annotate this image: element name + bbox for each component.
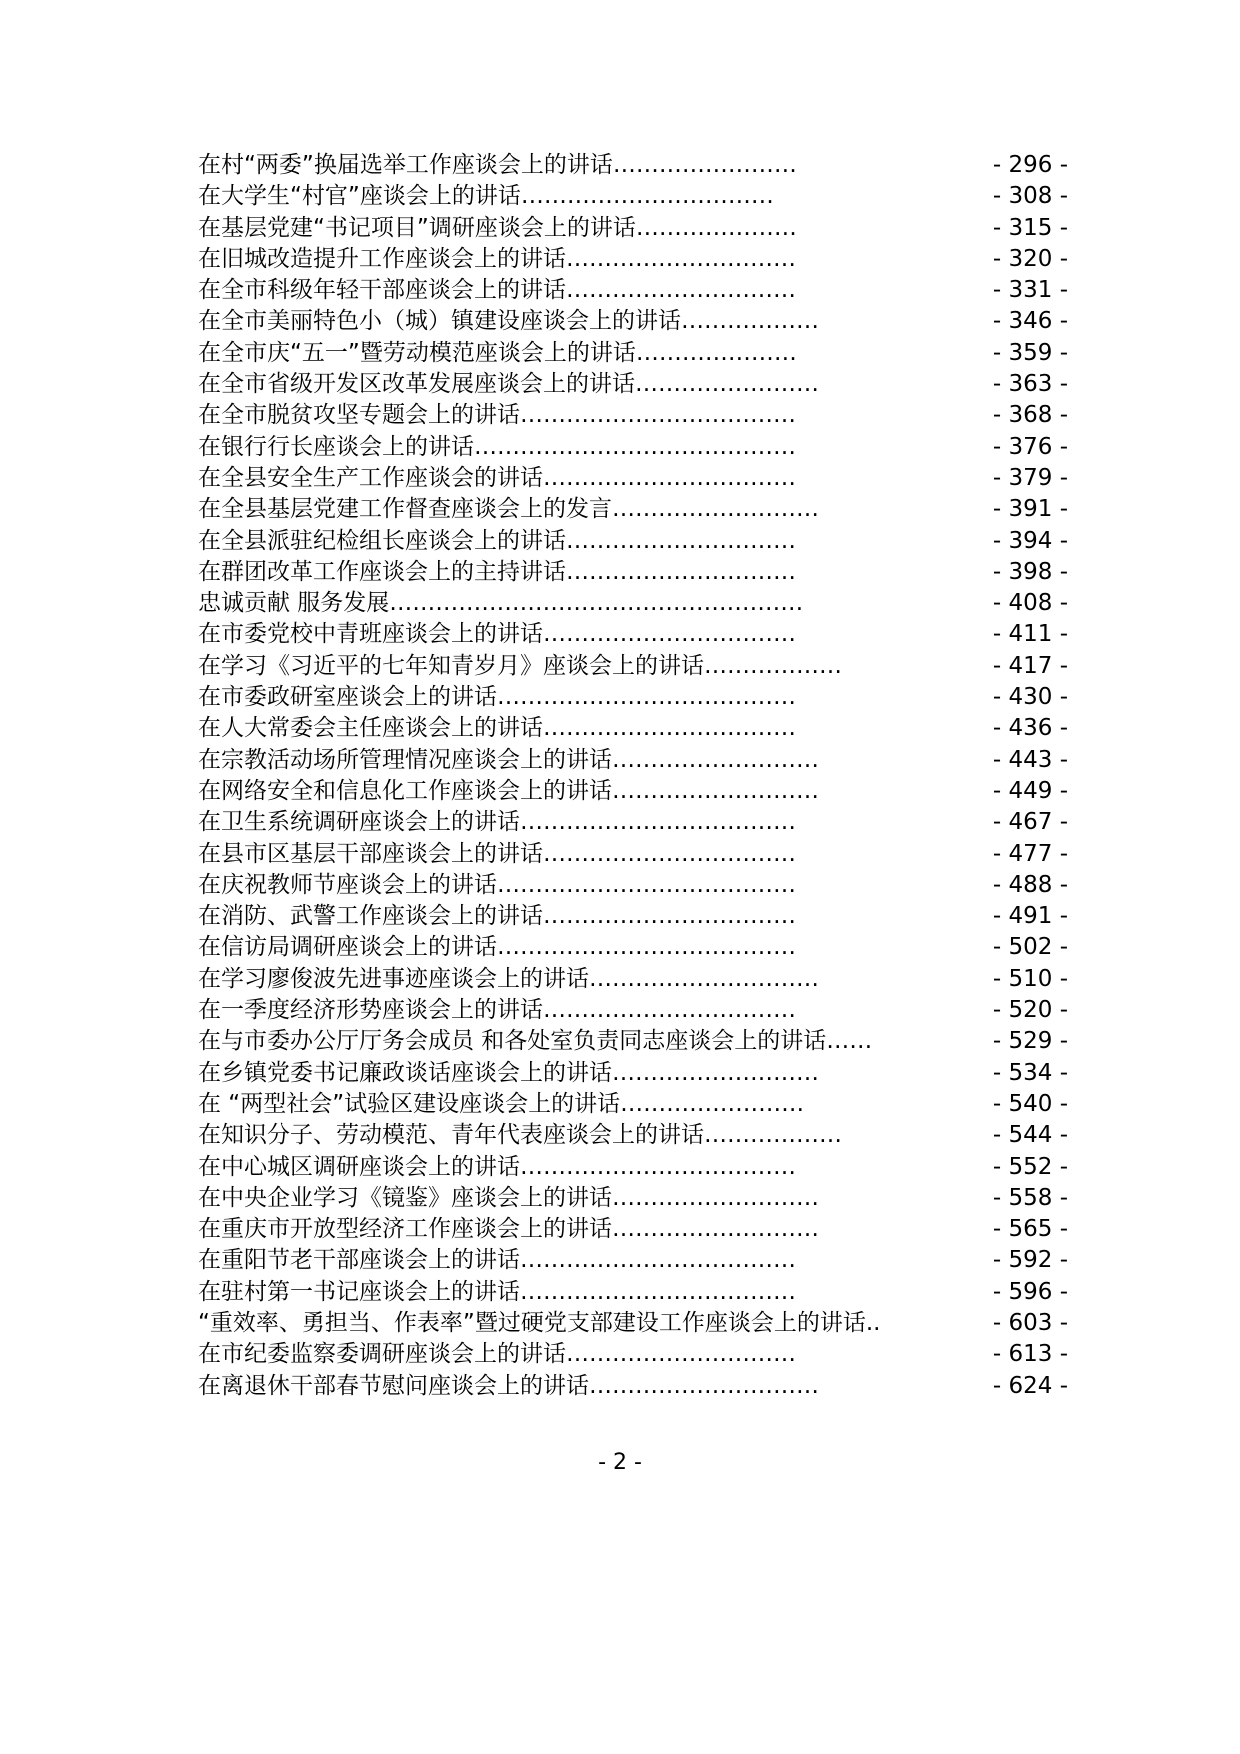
toc-entry-page: - 346 - (992, 308, 1068, 335)
toc-entry-page: - 529 - (992, 1028, 1068, 1055)
toc-row (198, 306, 1068, 337)
toc-row (198, 932, 1068, 963)
toc-row (198, 1277, 1068, 1308)
toc-entry-title: 在全市脱贫攻坚专题会上的讲话……………………………… (198, 402, 796, 429)
toc-entry-title: 在群团改革工作座谈会上的主持讲话………………………… (198, 558, 796, 585)
toc-row (198, 1371, 1068, 1402)
toc-row (198, 1026, 1068, 1057)
toc-entry-page: - 394 - (992, 527, 1068, 554)
toc-entry-title: 在村“两委”换届选举工作座谈会上的讲话…………………… (198, 152, 797, 178)
toc-row (198, 713, 1068, 744)
toc-entry-title: 在乡镇党委书记廉政谈话座谈会上的讲话……………………… (198, 1059, 819, 1086)
toc-entry-page: - 477 - (992, 840, 1068, 867)
toc-entry-title: 在消防、武警工作座谈会上的讲话…………………………… (198, 903, 796, 930)
toc-entry-page: - 502 - (992, 934, 1068, 961)
toc-entry-page: - 331 - (992, 277, 1068, 304)
toc-row (198, 181, 1068, 212)
toc-entry-title: “重效率、勇担当、作表率”暨过硬党支部建设工作座谈会上的讲话.. (198, 1309, 881, 1336)
toc-entry-title: 在重庆市开放型经济工作座谈会上的讲话……………………… (198, 1216, 819, 1243)
toc-entry-page: - 443 - (992, 746, 1068, 773)
toc-entry-page: - 467 - (992, 809, 1068, 836)
toc-row (198, 275, 1068, 306)
toc-entry-page: - 368 - (992, 402, 1068, 429)
toc-row (198, 839, 1068, 870)
toc-entry-title: 在基层党建“书记项目”调研座谈会上的讲话………………… (198, 214, 797, 241)
toc-row (198, 1339, 1068, 1370)
toc-entry-page: - 449 - (992, 777, 1068, 804)
toc-entry-title: 在大学生“村官”座谈会上的讲话…………………………… (198, 183, 774, 210)
toc-entry-title: 在与市委办公厅厅务会成员 和各处室负责同志座谈会上的讲话…… (198, 1028, 873, 1055)
toc-row (198, 1308, 1068, 1339)
toc-entry-page: - 558 - (992, 1184, 1068, 1211)
toc-entry-title: 在全市庆“五一”暨劳动模范座谈会上的讲话………………… (198, 339, 797, 366)
toc-entry-title: 在重阳节老干部座谈会上的讲话……………………………… (198, 1247, 796, 1274)
toc-entry-page: - 491 - (992, 903, 1068, 930)
toc-entry-title: 忠诚贡献 服务发展……………………………………………… (198, 590, 804, 617)
toc-entry-page: - 391 - (992, 496, 1068, 523)
toc-entry-title: 在人大常委会主任座谈会上的讲话…………………………… (198, 715, 796, 742)
toc-row (198, 1245, 1068, 1276)
toc-row (198, 494, 1068, 525)
toc-entry-page: - 510 - (992, 965, 1068, 992)
toc-row (198, 369, 1068, 400)
toc-row (198, 244, 1068, 275)
toc-entry-page: - 565 - (992, 1216, 1068, 1243)
toc-row (198, 901, 1068, 932)
toc-entry-page: - 430 - (992, 684, 1068, 711)
toc-entry-page: - 379 - (992, 464, 1068, 491)
toc-entry-title: 在全县基层党建工作督查座谈会上的发言……………………… (198, 496, 819, 523)
toc-entry-page: - 411 - (992, 621, 1068, 648)
toc-row (198, 964, 1068, 995)
toc-entry-page: - 544 - (992, 1122, 1068, 1149)
toc-entry-page: - 320 - (992, 245, 1068, 272)
toc-entry-title: 在中心城区调研座谈会上的讲话……………………………… (198, 1153, 796, 1180)
toc-row (198, 150, 1068, 181)
toc-entry-page: - 376 - (992, 433, 1068, 460)
toc-row (198, 557, 1068, 588)
toc-entry-title: 在一季度经济形势座谈会上的讲话…………………………… (198, 997, 796, 1024)
toc-row (198, 400, 1068, 431)
toc-entry-title: 在网络安全和信息化工作座谈会上的讲话……………………… (198, 777, 819, 804)
toc-row (198, 776, 1068, 807)
toc-entry-title: 在全县派驻纪检组长座谈会上的讲话………………………… (198, 527, 796, 554)
toc-entry-page: - 624 - (992, 1372, 1068, 1399)
toc-entry-title: 在 “两型社会”试验区建设座谈会上的讲话…………………… (198, 1090, 805, 1117)
toc-row (198, 995, 1068, 1026)
toc-entry-title: 在学习《习近平的七年知青岁月》座谈会上的讲话……………… (198, 652, 842, 679)
toc-row (198, 1058, 1068, 1089)
toc-entry-title: 在学习廖俊波先进事迹座谈会上的讲话………………………… (198, 965, 819, 992)
toc-entry-title: 在卫生系统调研座谈会上的讲话……………………………… (198, 809, 796, 836)
toc-entry-title: 在市委党校中青班座谈会上的讲话…………………………… (198, 621, 796, 648)
toc-entry-title: 在中央企业学习《镜鉴》座谈会上的讲话……………………… (198, 1184, 819, 1211)
toc-row (198, 682, 1068, 713)
toc-entry-title: 在市委政研室座谈会上的讲话………………………………… (198, 684, 796, 711)
toc-entry-page: - 552 - (992, 1153, 1068, 1180)
toc-entry-title: 在全县安全生产工作座谈会的讲话…………………………… (198, 464, 796, 491)
toc-entry-title: 在全市科级年轻干部座谈会上的讲话………………………… (198, 277, 796, 304)
toc-entry-title: 在市纪委监察委调研座谈会上的讲话………………………… (198, 1341, 796, 1368)
toc-row (198, 338, 1068, 369)
toc-row (198, 1183, 1068, 1214)
toc-entry-title: 在全市省级开发区改革发展座谈会上的讲话…………………… (198, 371, 819, 398)
page-number: - 2 - (598, 1450, 642, 1475)
toc-entry-page: - 596 - (992, 1278, 1068, 1305)
toc-row (198, 463, 1068, 494)
toc-row (198, 870, 1068, 901)
toc-entry-page: - 592 - (992, 1247, 1068, 1274)
toc-row (198, 1089, 1068, 1120)
toc-row (198, 1120, 1068, 1151)
toc-entry-page: - 613 - (992, 1341, 1068, 1368)
toc-entry-title: 在信访局调研座谈会上的讲话………………………………… (198, 934, 796, 961)
toc-entry-page: - 359 - (992, 339, 1068, 366)
toc-entry-page: - 520 - (992, 997, 1068, 1024)
toc-entry-page: - 308 - (992, 183, 1068, 210)
toc-entry-page: - 408 - (992, 590, 1068, 617)
toc-row (198, 432, 1068, 463)
toc-entry-page: - 540 - (992, 1090, 1068, 1117)
toc-row (198, 807, 1068, 838)
toc-entry-page: - 603 - (992, 1309, 1068, 1336)
toc-entry-page: - 315 - (992, 214, 1068, 241)
toc-entry-title: 在银行行长座谈会上的讲话…………………………………… (198, 433, 796, 460)
table-of-contents (198, 150, 1068, 1402)
toc-entry-title: 在庆祝教师节座谈会上的讲话………………………………… (198, 871, 796, 898)
toc-entry-title: 在全市美丽特色小（城）镇建设座谈会上的讲话……………… (198, 308, 819, 335)
toc-row (198, 1214, 1068, 1245)
toc-row (198, 651, 1068, 682)
toc-entry-title: 在离退休干部春节慰问座谈会上的讲话………………………… (198, 1372, 819, 1399)
toc-row (198, 745, 1068, 776)
toc-entry-page: - 296 - (992, 152, 1068, 178)
toc-row (198, 526, 1068, 557)
toc-row (198, 213, 1068, 244)
toc-entry-title: 在知识分子、劳动模范、青年代表座谈会上的讲话……………… (198, 1122, 842, 1149)
toc-entry-page: - 488 - (992, 871, 1068, 898)
toc-entry-page: - 417 - (992, 652, 1068, 679)
toc-entry-page: - 534 - (992, 1059, 1068, 1086)
toc-entry-title: 在宗教活动场所管理情况座谈会上的讲话……………………… (198, 746, 819, 773)
toc-entry-title: 在驻村第一书记座谈会上的讲话……………………………… (198, 1278, 796, 1305)
toc-entry-title: 在旧城改造提升工作座谈会上的讲话………………………… (198, 245, 796, 272)
toc-row (198, 588, 1068, 619)
toc-entry-page: - 398 - (992, 558, 1068, 585)
toc-entry-title: 在县市区基层干部座谈会上的讲话…………………………… (198, 840, 796, 867)
toc-row (198, 619, 1068, 650)
toc-row (198, 1152, 1068, 1183)
toc-entry-page: - 436 - (992, 715, 1068, 742)
toc-entry-page: - 363 - (992, 371, 1068, 398)
